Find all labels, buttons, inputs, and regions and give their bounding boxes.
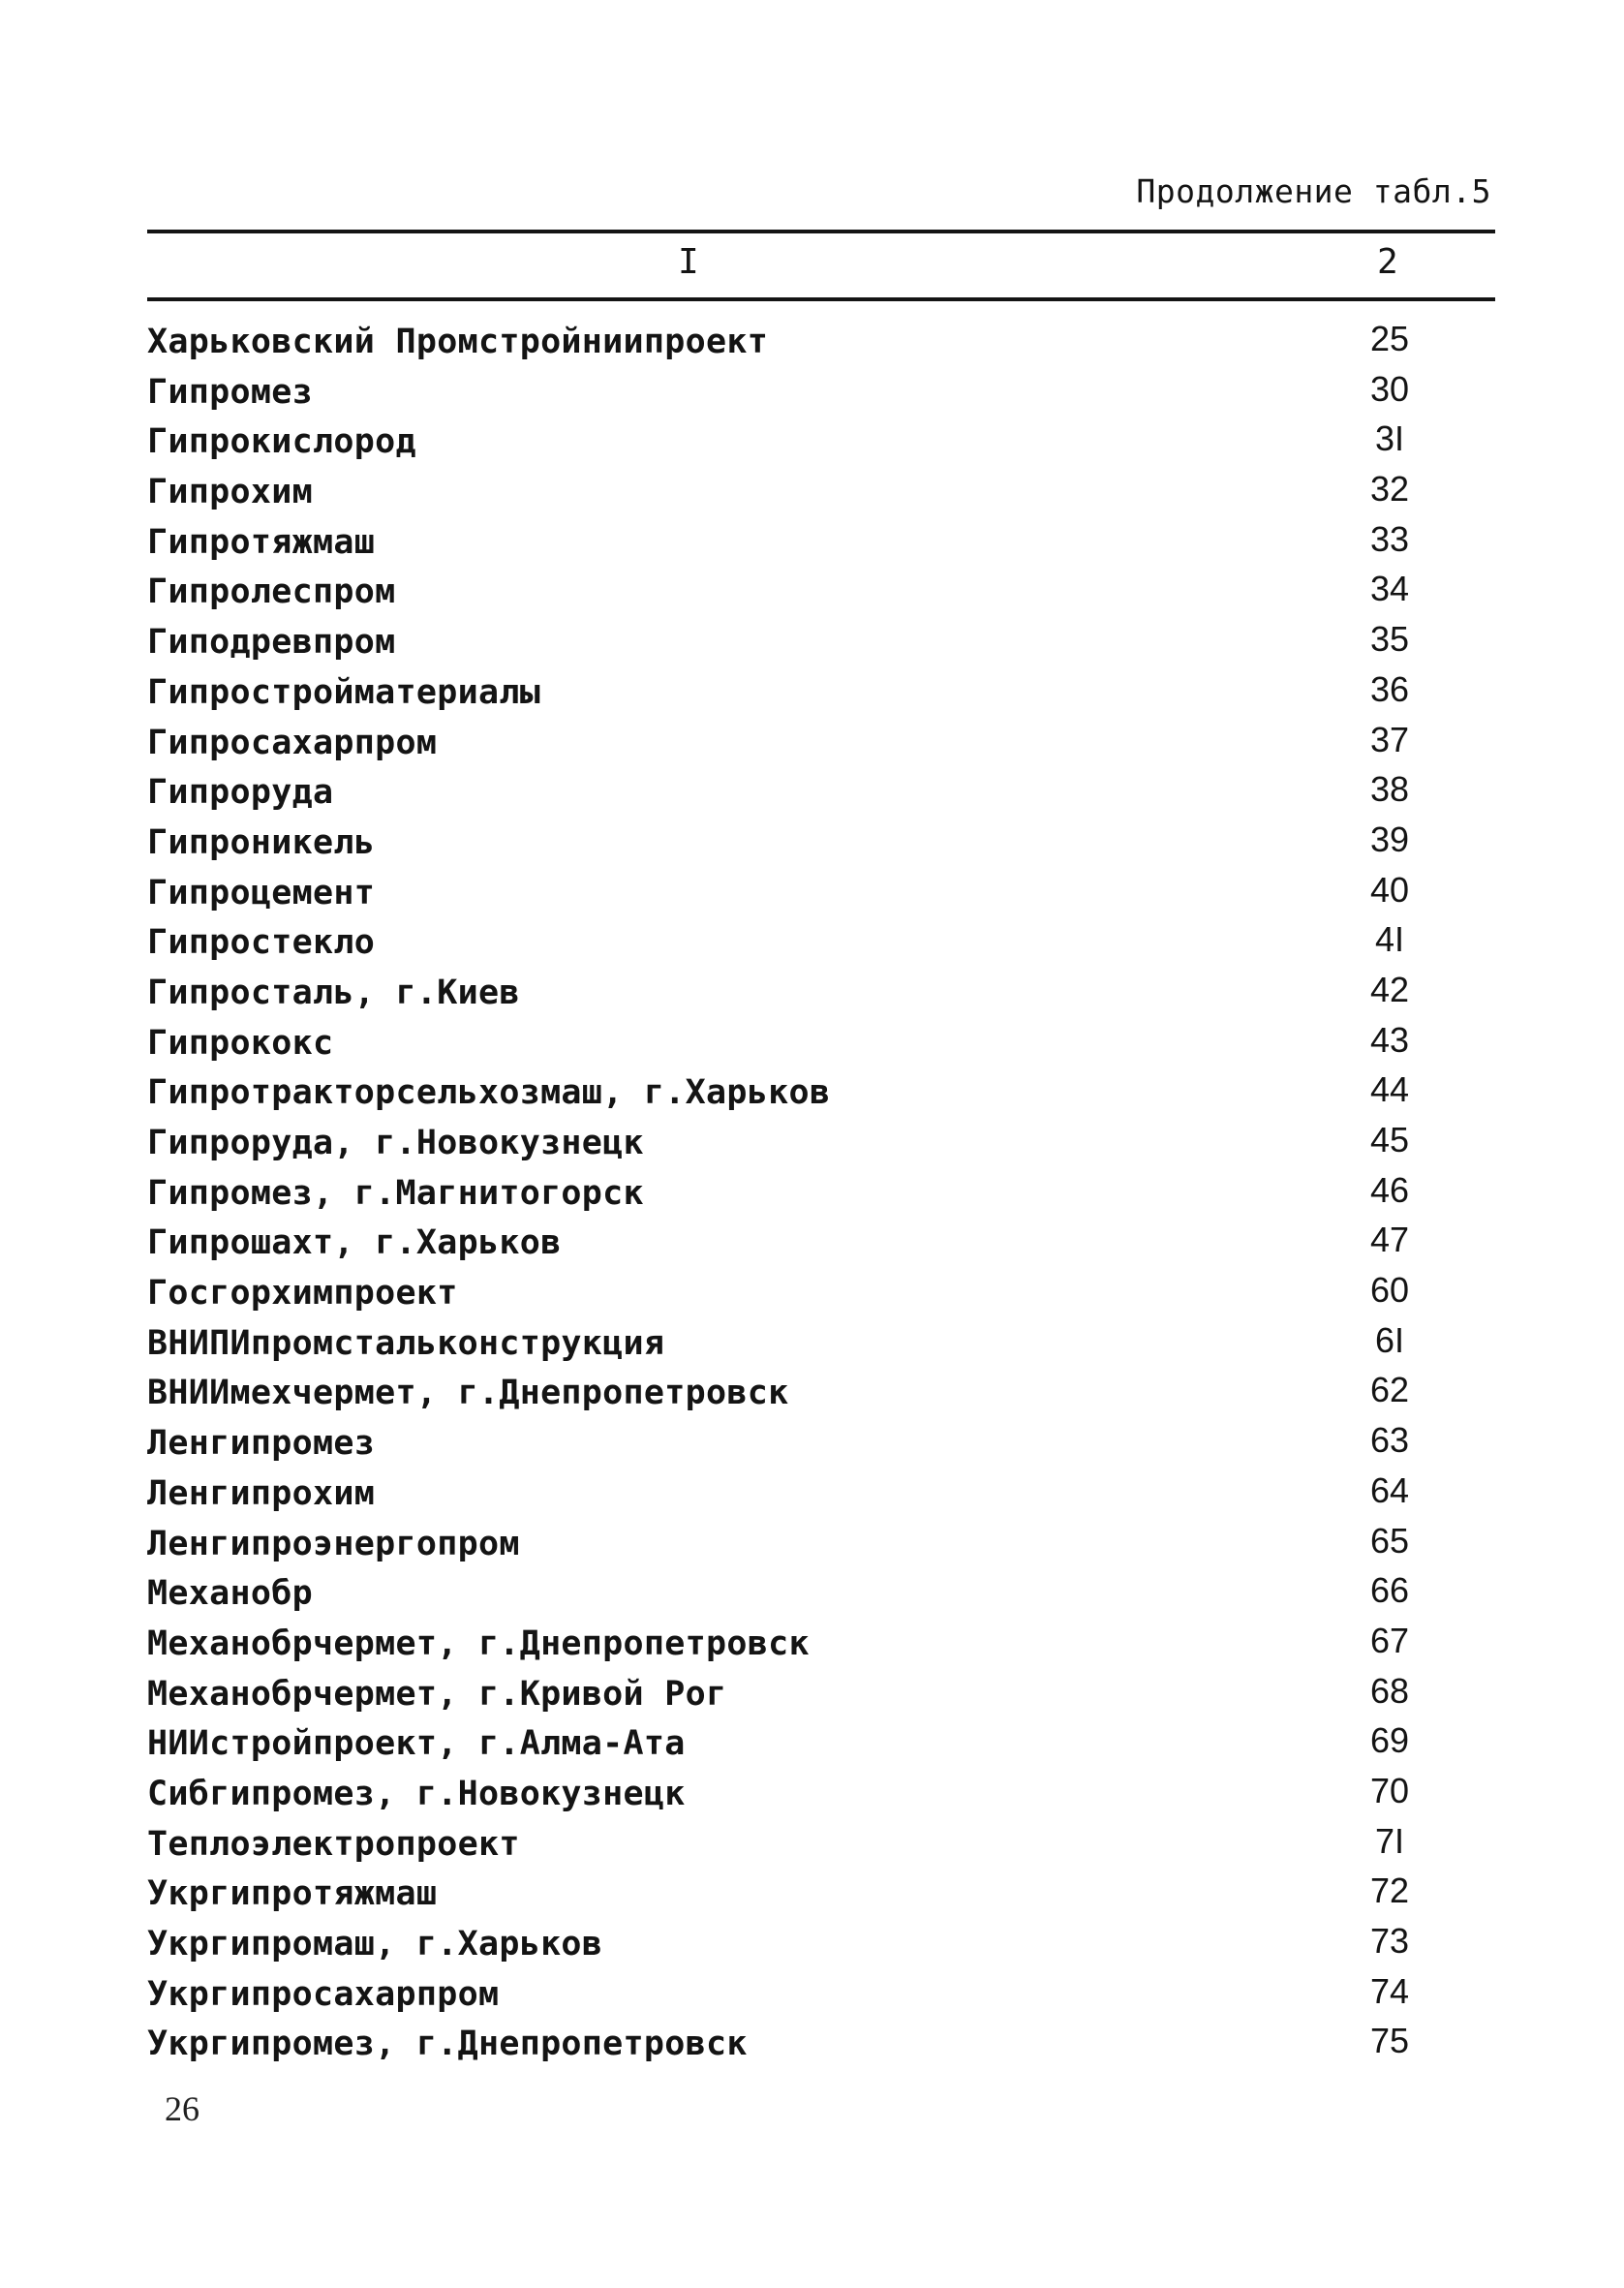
organization-name: Сибгипромез, г.Новокузнецк [147,1774,686,1813]
table-top-rule [147,230,1495,233]
table-row [147,418,1495,473]
organization-name: Гипроруда [147,773,334,813]
row-value: 37 [1369,719,1410,759]
table-header-rule [147,297,1495,301]
table-row [147,1370,1495,1424]
organization-name: Гипросахарпром [147,723,438,762]
table-row [147,1720,1495,1775]
organization-name: Укргипротяжмаш [147,1874,438,1914]
table-row [147,1921,1495,1975]
row-value: 34 [1369,569,1410,609]
table-row [147,1220,1495,1274]
row-value: 38 [1369,769,1410,810]
table-row [147,619,1495,673]
organization-name: Гипротракторсельхозмаш, г.Харьков [147,1073,831,1113]
organization-name: Ленгипромез [147,1424,376,1464]
row-value: 60 [1369,1270,1410,1311]
table-row [147,769,1495,823]
row-value: 40 [1369,869,1410,910]
table-row [147,2021,1495,2075]
table-row [147,1820,1495,1875]
table-row [147,819,1495,874]
column-header-1: I [678,242,699,282]
organization-name: Гипроруда, г.Новокузнецк [147,1124,644,1162]
table-row [147,1670,1495,1725]
row-value: 6I [1374,1319,1405,1360]
organization-name: Теплоэлектропроект [147,1824,520,1864]
column-header-2: 2 [1377,242,1398,282]
row-value: 65 [1369,1520,1410,1561]
organization-name: Гипромез [147,372,313,412]
table-row [147,368,1495,423]
row-value: 4I [1374,919,1405,960]
table-row [147,1319,1495,1375]
table-row [147,1169,1495,1224]
row-value: 63 [1369,1420,1410,1461]
table-row [147,969,1495,1024]
table-row [147,1570,1495,1624]
table-body [147,319,1495,2075]
table-row [147,518,1495,573]
organization-name: НИИстройпроект, г.Алма-Ата [147,1724,686,1764]
row-value: 62 [1369,1370,1410,1410]
page-number: 26 [165,2089,199,2128]
table-row [147,1069,1495,1124]
organization-name: Гипросталь, г.Киев [147,973,520,1012]
organization-name: Укргипромаш, г.Харьков [147,1925,603,1963]
organization-name: ВНИПИпромстальконструкция [147,1323,665,1363]
organization-name: Гипростройматериалы [147,672,541,712]
row-value: 35 [1369,619,1410,660]
row-value: 3I [1374,418,1405,459]
organization-name: Гипрококс [147,1023,334,1063]
organization-name: Харьковский Промстройниипроект [147,323,769,361]
organization-name: Гипрошахт, г.Харьков [147,1223,562,1263]
table-row [147,1620,1495,1675]
table-row [147,1520,1495,1575]
table-row [147,1120,1495,1174]
organization-name: Гипролеспром [147,572,396,612]
organization-name: Гипроникель [147,822,376,862]
table-row [147,1871,1495,1925]
row-value: 30 [1369,368,1410,409]
row-value: 68 [1369,1670,1410,1711]
table-row [147,1970,1495,2025]
row-value: 69 [1369,1720,1410,1761]
row-value: 33 [1369,518,1410,559]
row-value: 32 [1369,469,1410,510]
row-value: 45 [1369,1120,1410,1159]
row-value: 74 [1369,1970,1410,2011]
table-row [147,569,1495,623]
organization-name: Механобрчермет, г.Днепропетровск [147,1623,810,1663]
organization-name: Механобрчермет, г.Кривой Рог [147,1674,727,1714]
row-value: 7I [1374,1820,1405,1861]
row-value: 47 [1369,1220,1410,1260]
row-value: 70 [1369,1770,1410,1810]
organization-name: Гипротяжмаш [147,522,376,562]
row-value: 72 [1369,1871,1410,1911]
table-row [147,919,1495,974]
table-row [147,1469,1495,1525]
row-value: 25 [1369,319,1410,358]
table-row [147,469,1495,523]
table-caption: Продолжение табл.5 [1136,172,1491,210]
row-value: 39 [1369,819,1410,859]
organization-name: Гипромез, г.Магнитогорск [147,1173,644,1213]
organization-name: Укргипромез, г.Днепропетровск [147,2025,748,2064]
row-value: 75 [1369,2021,1410,2061]
table-row [147,668,1495,724]
organization-name: Гипроцемент [147,873,376,912]
table-row [147,719,1495,774]
table-row [147,319,1495,373]
row-value: 64 [1369,1469,1410,1510]
organization-name: ВНИИмехчермет, г.Днепропетровск [147,1374,789,1413]
row-value: 42 [1369,969,1410,1009]
organization-name: Гипрокислород [147,422,416,462]
organization-name: Гиподревпром [147,623,396,663]
row-value: 44 [1369,1069,1410,1110]
organization-name: Ленгипрохим [147,1473,376,1513]
row-value: 67 [1369,1620,1410,1660]
row-value: 46 [1369,1169,1410,1210]
row-value: 66 [1369,1570,1410,1611]
table-row [147,869,1495,924]
row-value: 73 [1369,1921,1410,1961]
organization-name: Механобр [147,1574,313,1614]
organization-name: Гипрохим [147,473,313,512]
organization-name: Укргипросахарпром [147,1974,500,2014]
table-row [147,1770,1495,1825]
table-row [147,1270,1495,1324]
row-value: 36 [1369,668,1410,709]
organization-name: Гипростекло [147,923,376,963]
table-row [147,1019,1495,1074]
organization-name: Госгорхимпроект [147,1274,458,1314]
row-value: 43 [1369,1019,1410,1060]
organization-name: Ленгипроэнергопром [147,1524,520,1563]
table-row [147,1420,1495,1474]
